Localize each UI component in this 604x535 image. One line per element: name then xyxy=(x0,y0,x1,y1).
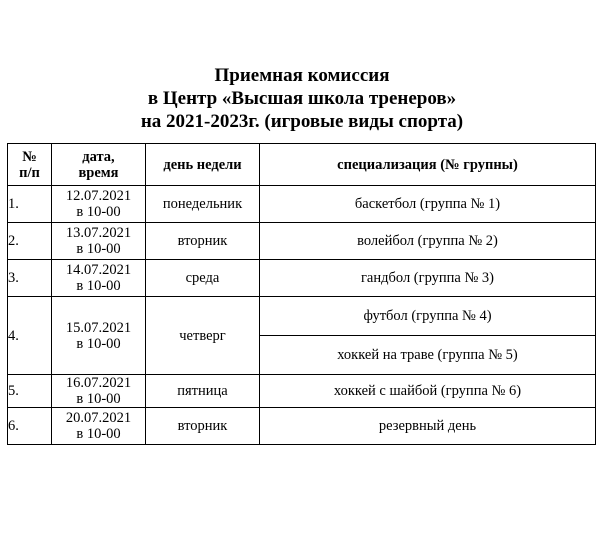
row-num: 3. xyxy=(8,260,52,297)
row-day: пятница xyxy=(146,375,260,408)
row-date xyxy=(52,375,146,408)
row-date-value: 16.07.2021 xyxy=(65,375,132,391)
row-day: вторник xyxy=(146,223,260,260)
header-num-line2: п/п xyxy=(19,164,40,181)
row-date-value: 15.07.2021 xyxy=(65,319,132,336)
table-row xyxy=(8,297,596,336)
row-date xyxy=(52,260,146,297)
row-num: 1. xyxy=(8,186,52,223)
row-day: вторник xyxy=(146,408,260,445)
row-date-value: 13.07.2021 xyxy=(65,225,132,241)
row-spec: гандбол (группа № 3) xyxy=(260,260,596,297)
row-num: 2. xyxy=(8,223,52,260)
row-time-value: в 10-00 xyxy=(76,204,121,220)
row-date xyxy=(52,223,146,260)
title-line-1: Приемная комиссия xyxy=(214,65,390,86)
header-spec: специализация (№ групны) xyxy=(260,144,596,186)
row-day: четверг xyxy=(146,297,260,375)
row-date xyxy=(52,186,146,223)
header-num xyxy=(8,144,52,186)
row-time-value: в 10-00 xyxy=(76,241,121,257)
row-spec: хоккей с шайбой (группа № 6) xyxy=(260,375,596,408)
row-time-value: в 10-00 xyxy=(76,335,121,352)
row-spec: резервный день xyxy=(260,408,596,445)
title-line-2: в Центр «Высшая школа тренеров» xyxy=(147,88,457,109)
row-day: понедельник xyxy=(146,186,260,223)
row-num: 6. xyxy=(8,408,52,445)
row-time-value: в 10-00 xyxy=(76,391,121,407)
header-day: день недели xyxy=(146,144,260,186)
row-date xyxy=(52,408,146,445)
table-row xyxy=(8,375,596,408)
header-num-line1: № xyxy=(22,148,37,165)
header-date-line2: время xyxy=(78,164,119,181)
header-date-line1: дата, xyxy=(82,148,115,165)
row-day: среда xyxy=(146,260,260,297)
row-spec: футбол (группа № 4) xyxy=(260,297,596,336)
row-date-value: 12.07.2021 xyxy=(65,188,132,204)
row-date-value: 14.07.2021 xyxy=(65,262,132,278)
table-header-row xyxy=(8,144,596,186)
row-spec: волейбол (группа № 2) xyxy=(260,223,596,260)
table-row xyxy=(8,260,596,297)
row-date xyxy=(52,297,146,375)
row-num: 4. xyxy=(8,297,52,375)
header-date xyxy=(52,144,146,186)
row-time-value: в 10-00 xyxy=(76,278,121,294)
row-spec: баскетбол (группа № 1) xyxy=(260,186,596,223)
row-spec: хоккей на траве (группа № 5) xyxy=(260,336,596,375)
document-title xyxy=(0,64,604,133)
row-time-value: в 10-00 xyxy=(76,426,121,442)
row-date-value: 20.07.2021 xyxy=(65,410,132,426)
row-num: 5. xyxy=(8,375,52,408)
table-row xyxy=(8,408,596,445)
title-line-3: на 2021-2023г. (игровые виды спорта) xyxy=(140,111,464,132)
schedule-table xyxy=(7,143,596,445)
table-row xyxy=(8,186,596,223)
table-row xyxy=(8,223,596,260)
